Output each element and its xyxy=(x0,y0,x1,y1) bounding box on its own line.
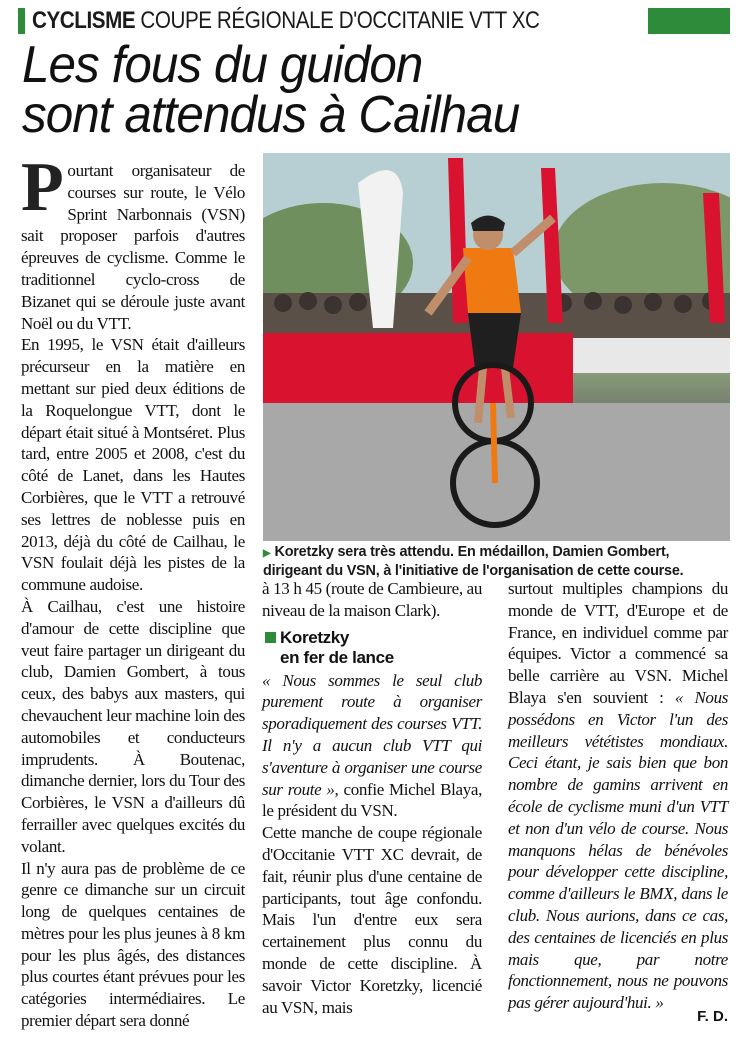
author-signature: F. D. xyxy=(697,1008,728,1025)
blaya-quote-attribution: , confie Michel Blaya, le président du VSN. xyxy=(262,779,482,821)
headline-line-1: Les fous du guidon xyxy=(22,36,423,94)
subhead-line-2: en fer de lance xyxy=(280,647,394,667)
section-kicker xyxy=(18,6,730,36)
headline xyxy=(22,36,722,144)
kicker-accent-bar xyxy=(18,8,25,34)
subhead-square-icon xyxy=(265,632,276,643)
race-scene-illustration xyxy=(263,153,730,541)
kicker-accent-line xyxy=(648,8,730,34)
paragraph-cailhau: À Cailhau, c'est une histoire d'amour de cette discipline que veut faire partager un dirigeant du club, Damien Gombert, à tous ceux, des babys aux masters, qui chevauchent leur machine loin des automobiles et conducteurs imprudents. À Boutenac, dimanche dernier, lors du Tour des Corbières, le VSN a d'ailleurs dû ferrailler avec quelques excités du volant. xyxy=(21,596,245,856)
headline-line-2: sont attendus à Cailhau xyxy=(22,86,520,144)
rider-shorts xyxy=(468,313,521,368)
rider-jersey xyxy=(463,248,521,313)
paragraph-circuit: Il n'y aura pas de problème de ce genre ce dimanche sur un circuit long de quelques centaines de mètres pour les plus jeunes à 8 km pour les plus âgés, des distances plus courtes étant prévues pour les catégories intermédiaires. Le premier départ sera donné xyxy=(21,858,245,1031)
main-photo xyxy=(263,153,730,541)
paragraph-intro xyxy=(21,149,245,334)
article-column-3 xyxy=(508,578,728,1014)
article-column-1 xyxy=(21,149,245,1032)
paragraph-history: En 1995, le VSN était d'ailleurs précurseur en la matière en mettant sur pied deux éditions de la Roquelongue VTT, dont le départ était situé à Montséret. Plus tard, entre 2005 et 2008, c'est du côté de Lanet, dans les Hautes Corbières, que le VTT a retrouvé ses lettres de noblesse puis en 2013, déjà du côté de Cailhau, le VSN foulait déjà les pistes de la commune audoise. xyxy=(21,335,245,595)
koretzky-quote: « Nous possédons en Victor l'un des meilleurs vététistes mondiaux. Ceci étant, je sais bien que bon nombre de gamins arrivent en école de cyclisme muni d'un VTT et non d'un vélo de course. Nous manquons hélas de bénévoles pour développer cette discipline, comme d'ailleurs le BMX, dans le club. Nous aurions, dans ce cas, des centaines de licenciés en plus mais que, par notre fonctionnement, nous ne pouvons pas gérer aujourd'hui. » xyxy=(508,687,729,1013)
paragraph-start-time: à 13 h 45 (route de Cambieure, au niveau de la maison Clark). xyxy=(262,579,482,620)
dropcap: P xyxy=(21,149,64,226)
blaya-quote: « Nous sommes le seul club purement route à organiser sporadiquement des courses VTT. Il n'y a aucun club VTT qui s'aventure à organiser une course sur route » xyxy=(262,670,482,799)
koretzky-text: surtout multiples champions du monde de VTT, d'Europe et de France, en individuel comme par équipes. Victor a commencé sa belle carrière au VSN. Michel Blaya s'en souvient : xyxy=(508,579,728,707)
kicker-title xyxy=(32,6,540,36)
photo-caption xyxy=(263,544,730,580)
paragraph-blaya-quote xyxy=(262,670,482,823)
intro-text: ourtant organisateur de courses sur route, le Vélo Sprint Narbonnais (VSN) sait proposer parfois d'autres épreuves de cyclisme. Comme le traditionnel cyclo-cross de Bizanet qui se déroule juste avant Noël ou du VTT. xyxy=(21,161,245,333)
caption-triangle-icon: ▶ xyxy=(263,548,271,559)
bike-frame xyxy=(493,403,495,483)
kicker-event: COUPE RÉGIONALE D'OCCITANIE VTT XC xyxy=(140,7,540,34)
caption-text: Koretzky sera très attendu. En médaillon, Damien Gombert, dirigeant du VSN, à l'initiative de l'organisation de cette course. xyxy=(263,544,684,579)
subhead xyxy=(280,628,482,668)
paragraph-participants: Cette manche de coupe régionale d'Occitanie VTT XC devrait, de fait, réunir plus d'une centaine de participants, tout âge confondu. Mais l'un d'entre eux sera certainement plus connu du monde de cette discipline. À savoir Victor Koretzky, licencié au VSN, mais xyxy=(262,823,482,1017)
kicker-section: CYCLISME xyxy=(32,7,136,34)
article-column-2 xyxy=(262,578,482,1018)
subhead-line-1: Koretzky xyxy=(280,627,350,647)
paragraph-koretzky xyxy=(508,578,728,1014)
